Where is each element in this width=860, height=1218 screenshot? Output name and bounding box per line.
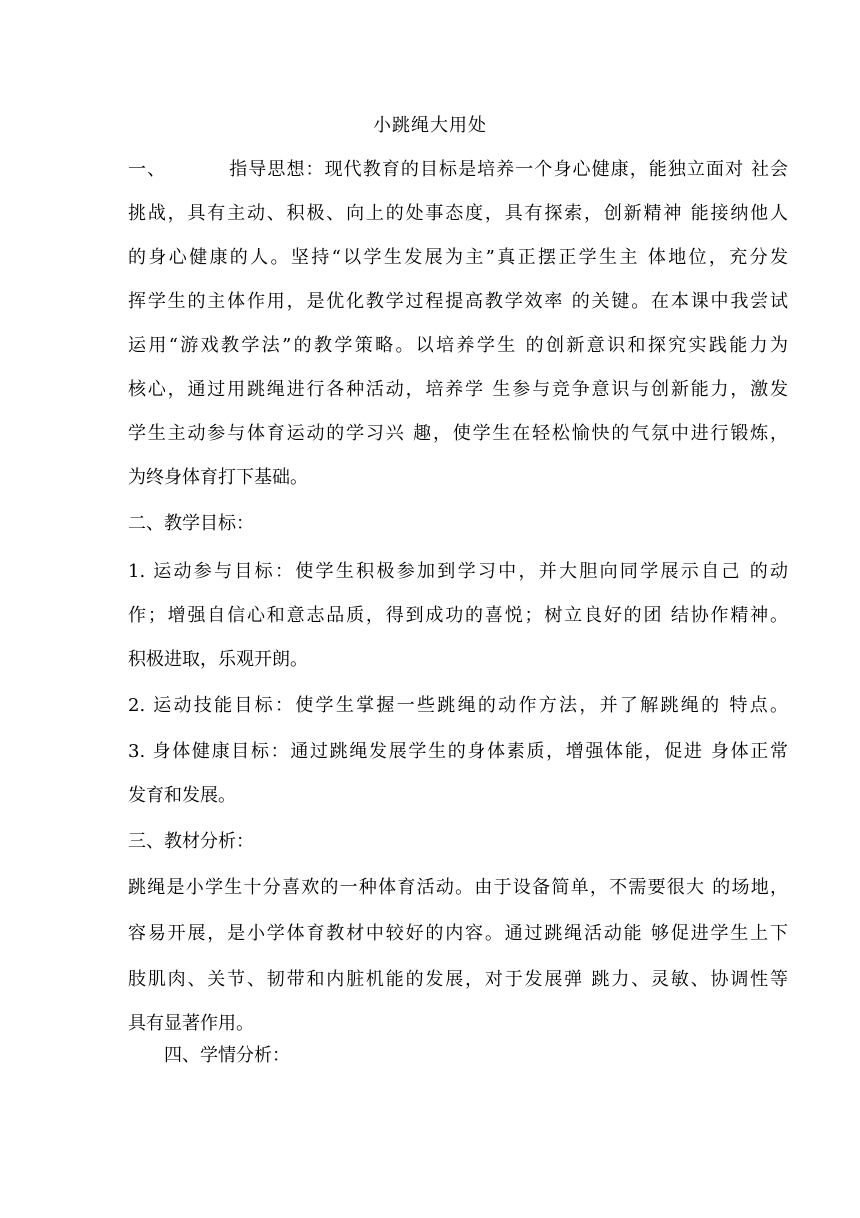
section3-line-4: 具有显著作用。 <box>128 1013 254 1034</box>
section1-text: 指导思想：现代教育的目标是培养一个身心健康，能独立面对 社会 <box>228 159 788 180</box>
section1-line-7: 学生主动参与体育运动的学习兴 趣，使学生在轻松愉快的气氛中进行锻炼， <box>128 423 788 444</box>
section4-heading: 四、学情分析： <box>164 1045 290 1066</box>
section3-line-1: 跳绳是小学生十分喜欢的一种体育活动。由于设备简单，不需要很大 的场地， <box>128 877 788 898</box>
section1-line-1 <box>128 156 788 184</box>
section1-line-8: 为终身体育打下基础。 <box>128 467 308 488</box>
section3-line-2: 容易开展，是小学体育教材中较好的内容。通过跳绳活动能 够促进学生上下 <box>128 923 788 944</box>
document-title: 小跳绳大用处 <box>373 115 487 136</box>
section1-number: 一、 <box>128 159 167 180</box>
goal3-line-2: 发育和发展。 <box>128 785 236 806</box>
section3-line-3: 肢肌肉、关节、韧带和内脏机能的发展，对于发展弹 跳力、灵敏、协调性等 <box>128 969 788 990</box>
goal1-line-2: 作；增强自信心和意志品质，得到成功的喜悦；树立良好的团 结协作精神。 <box>128 605 788 626</box>
goal1-line-1: 1. 运动参与目标：使学生积极参加到学习中，并大胆向同学展示自己 的动 <box>128 561 788 582</box>
section3-heading: 三、教材分析： <box>128 831 254 852</box>
section1-line-4: 挥学生的主体作用，是优化教学过程提高教学效率 的关键。在本课中我尝试 <box>128 291 788 312</box>
goal2-line: 2. 运动技能目标：使学生掌握一些跳绳的动作方法，并了解跳绳的 特点。 <box>128 695 788 716</box>
section1-line-3: 的身心健康的人。坚持“以学生发展为主”真正摆正学生主 体地位，充分发 <box>128 247 788 268</box>
goal3-line-1: 3. 身体健康目标：通过跳绳发展学生的身体素质，增强体能，促进 身体正常 <box>128 741 788 762</box>
section1-line-6: 核心，通过用跳绳进行各种活动，培养学 生参与竞争意识与创新能力，激发 <box>128 379 788 400</box>
section2-heading: 二、教学目标： <box>128 513 254 534</box>
section1-line-5: 运用“游戏教学法”的教学策略。以培养学生 的创新意识和探究实践能力为 <box>128 335 788 356</box>
section1-line-2: 挑战，具有主动、积极、向上的处事态度，具有探索，创新精神 能接纳他人 <box>128 203 788 224</box>
goal1-line-3: 积极进取，乐观开朗。 <box>128 649 308 670</box>
